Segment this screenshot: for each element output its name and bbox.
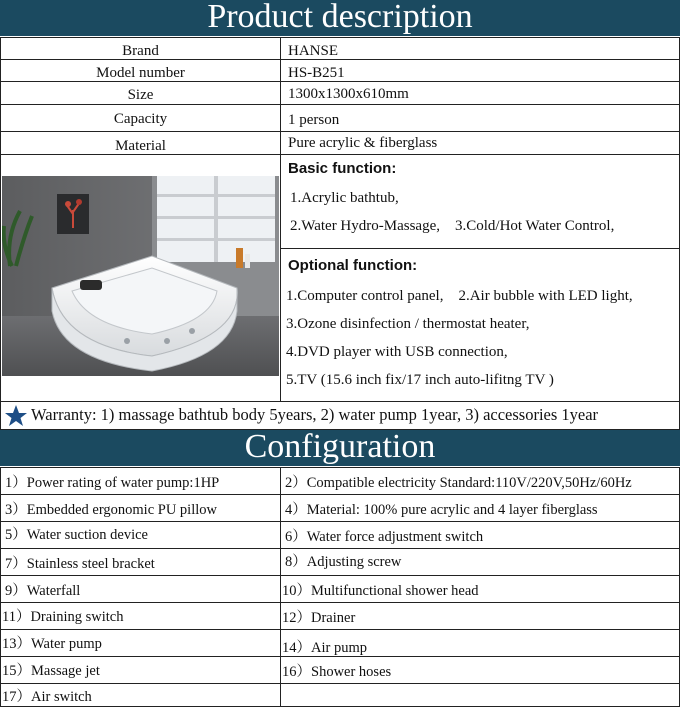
spec-value-model: HS-B251 bbox=[280, 59, 680, 82]
bathtub-photo bbox=[2, 176, 279, 376]
config-empty-cell bbox=[280, 683, 680, 707]
spec-value-material: Pure acrylic & fiberglass bbox=[280, 131, 680, 155]
basic-function-line: 1.Acrylic bathtub, bbox=[290, 190, 399, 206]
spec-label-capacity: Capacity bbox=[0, 104, 281, 132]
warranty-text: Warranty: 1) massage bathtub body 5years, 2) water pump 1year, 3) accessories 1year bbox=[31, 405, 599, 424]
basic-function-title: Basic function: bbox=[288, 160, 397, 177]
config-item: 6）Water force adjustment switch bbox=[280, 521, 680, 549]
config-item: 7）Stainless steel bracket bbox=[0, 548, 281, 576]
page-title: Product description bbox=[207, 0, 473, 35]
config-item: 2）Compatible electricity Standard:110V/220V,50Hz/60Hz bbox=[280, 467, 680, 495]
spec-value-brand: HANSE bbox=[280, 37, 680, 60]
configuration-header bbox=[0, 430, 680, 466]
spec-label-material: Material bbox=[0, 131, 281, 155]
spec-label-model: Model number bbox=[0, 59, 281, 82]
spec-label-brand: Brand bbox=[0, 37, 281, 60]
config-item: 5）Water suction device bbox=[0, 521, 281, 549]
optional-function-line: 1.Computer control panel, 2.Air bubble with LED light, bbox=[286, 288, 633, 304]
config-item: 11）Draining switch bbox=[0, 602, 281, 630]
spec-label-size: Size bbox=[0, 81, 281, 105]
configuration-title: Configuration bbox=[244, 428, 436, 465]
optional-function-line: 5.TV (15.6 inch fix/17 inch auto-lifitng TV ) bbox=[286, 372, 554, 388]
config-item: 17）Air switch bbox=[0, 683, 281, 707]
config-item: 12）Drainer bbox=[280, 602, 680, 630]
optional-function-line: 4.DVD player with USB connection, bbox=[286, 344, 508, 360]
config-item: 1）Power rating of water pump:1HP bbox=[0, 467, 281, 495]
star-icon bbox=[4, 404, 28, 427]
config-item: 16）Shower hoses bbox=[280, 656, 680, 684]
product-description-header bbox=[0, 0, 680, 36]
spec-value-size: 1300x1300x610mm bbox=[280, 81, 680, 105]
config-item: 14）Air pump bbox=[280, 629, 680, 657]
config-item: 13）Water pump bbox=[0, 629, 281, 657]
config-item: 15）Massage jet bbox=[0, 656, 281, 684]
optional-function-line: 3.Ozone disinfection / thermostat heater, bbox=[286, 316, 530, 332]
basic-function-line: 2.Water Hydro-Massage, 3.Cold/Hot Water Control, bbox=[290, 218, 615, 234]
spec-value-capacity: 1 person bbox=[280, 104, 680, 132]
config-item: 4）Material: 100% pure acrylic and 4 layer fiberglass bbox=[280, 494, 680, 522]
config-item: 10）Multifunctional shower head bbox=[280, 575, 680, 603]
config-item: 3）Embedded ergonomic PU pillow bbox=[0, 494, 281, 522]
config-item: 8）Adjusting screw bbox=[280, 548, 680, 576]
config-item: 9）Waterfall bbox=[0, 575, 281, 603]
optional-function-title: Optional function: bbox=[288, 257, 418, 274]
